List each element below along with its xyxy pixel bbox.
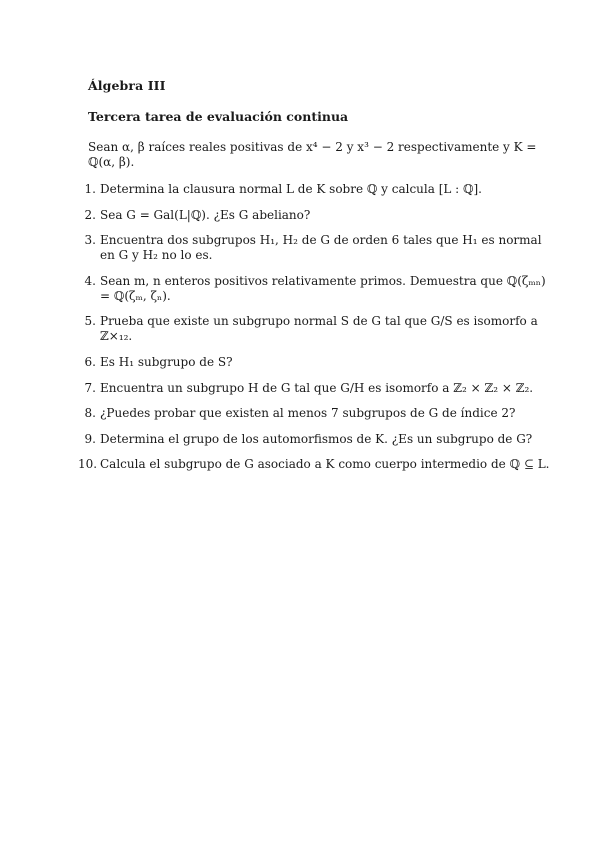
problem-number: 2. xyxy=(84,207,96,222)
problem-number: 6. xyxy=(84,354,96,369)
problem-number: 8. xyxy=(84,406,96,421)
problem-text: Determina la clausura normal L de K sobre ℚ y calcula [L : ℚ]. xyxy=(100,182,482,196)
problem-number: 10. xyxy=(78,457,98,472)
document-title: Álgebra III xyxy=(88,78,166,93)
document-subtitle: Tercera tarea de evaluación continua xyxy=(88,109,349,124)
problem-item xyxy=(84,431,558,447)
problem-text: ¿Puedes probar que existen al menos 7 subgrupos de G de índice 2? xyxy=(100,406,516,421)
problem-text: Encuentra dos subgrupos H₁, H₂ de G de orden 6 tales que H₁ es normal en G y H₂ no lo es. xyxy=(100,233,542,263)
problem-item xyxy=(78,457,558,472)
problem-text: Sean m, n enteros positivos relativamente primos. Demuestra que ℚ(ζₘₙ) = ℚ(ζₘ, ζₙ). xyxy=(100,273,546,303)
problem-number: 3. xyxy=(84,233,96,248)
problem-number: 4. xyxy=(84,273,96,288)
problem-number: 5. xyxy=(84,314,96,329)
intro-paragraph: Sean α, β raíces reales positivas de x⁴ − 2 y x³ − 2 respectivamente y K = ℚ(α, β). xyxy=(88,140,537,169)
problem-text: Prueba que existe un subgrupo normal S de G tal que G/S es isomorfo a ℤ×₁₂. xyxy=(100,314,538,344)
problem-text: Determina el grupo de los automorfismos de K. ¿Es un subgrupo de G? xyxy=(100,431,533,446)
problem-item xyxy=(84,182,558,197)
problem-text: Es H₁ subgrupo de S? xyxy=(100,354,233,369)
problem-text: Encuentra un subgrupo H de G tal que G/H es isomorfo a ℤ₂ × ℤ₂ × ℤ₂. xyxy=(100,380,534,395)
problem-text: Calcula el subgrupo de G asociado a K como cuerpo intermedio de ℚ ⊆ L. xyxy=(100,457,550,472)
problem-item xyxy=(84,406,558,421)
problem-text: Sea G = Gal(L|ℚ). ¿Es G abeliano? xyxy=(100,207,311,222)
document-page xyxy=(78,78,558,483)
problem-item xyxy=(84,380,558,396)
problem-number: 7. xyxy=(84,380,96,395)
problem-item xyxy=(84,207,558,223)
problem-list xyxy=(78,182,558,472)
problem-item xyxy=(84,314,558,344)
problem-item xyxy=(84,354,558,370)
problem-item xyxy=(84,233,558,263)
problem-number: 1. xyxy=(84,182,96,196)
problem-item xyxy=(84,273,558,304)
problem-number: 9. xyxy=(84,431,96,446)
